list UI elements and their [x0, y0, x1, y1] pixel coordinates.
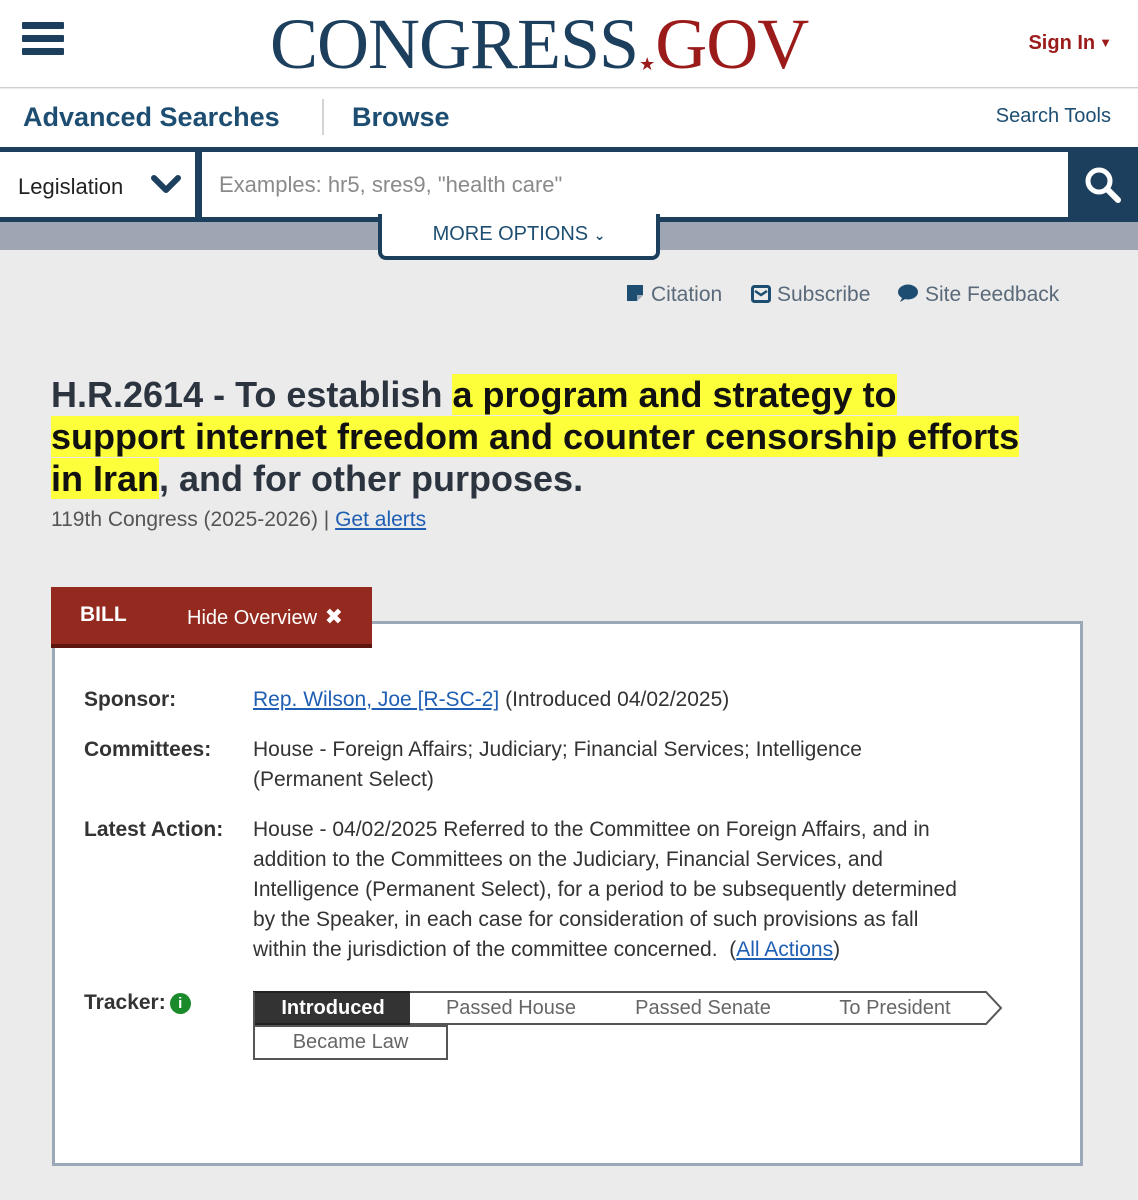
- chevron-down-icon: ⌄: [593, 227, 606, 243]
- close-paren: ): [833, 938, 841, 961]
- committees-label: Committees:: [84, 738, 212, 761]
- congress-session: [51, 508, 426, 532]
- sponsor-introduced-date: (Introduced 04/02/2025): [499, 688, 730, 711]
- latest-action-line: by the Speaker, in each case for consideration of such provisions as fall: [253, 908, 919, 931]
- bill-title-prefix: H.R.2614 - To establish: [51, 374, 453, 415]
- hide-overview-button[interactable]: [187, 604, 343, 630]
- tracker-step-passed-senate: Passed Senate: [635, 997, 771, 1019]
- search-scope-label: Legislation: [18, 174, 124, 199]
- close-icon: ✖: [324, 604, 344, 629]
- citation-label: Citation: [651, 283, 723, 306]
- nav-search-tools[interactable]: Search Tools: [995, 105, 1111, 127]
- chevron-down-icon: [150, 170, 182, 198]
- tracker-step-passed-house: Passed House: [445, 997, 577, 1019]
- sponsor-label: Sponsor:: [84, 688, 177, 711]
- sign-in-button[interactable]: [1028, 32, 1112, 55]
- tracker-step-to-president: To President: [839, 997, 951, 1019]
- menu-icon[interactable]: [22, 22, 64, 60]
- citation-icon: [625, 283, 645, 303]
- nav-advanced-searches[interactable]: Advanced Searches: [23, 102, 280, 132]
- nav-divider: [322, 99, 324, 135]
- logo-congress-text: CONGRESS: [270, 4, 639, 84]
- logo-star-icon: ★: [639, 54, 655, 74]
- latest-action-label: Latest Action:: [84, 818, 224, 841]
- bill-title-highlight-2: support internet freedom and counter censorship efforts: [51, 416, 1020, 457]
- sponsor-link[interactable]: Rep. Wilson, Joe [R-SC-2]: [253, 688, 500, 711]
- envelope-icon: [751, 285, 771, 303]
- bill-title-highlight-3: in Iran: [51, 458, 160, 499]
- all-actions-link[interactable]: All Actions: [736, 938, 834, 961]
- main-nav: [0, 89, 1138, 147]
- site-feedback-link[interactable]: [897, 283, 1059, 307]
- search-input[interactable]: [202, 152, 1068, 217]
- more-options-label: MORE OPTIONS: [432, 223, 589, 245]
- logo-gov-text: GOV: [655, 4, 809, 84]
- get-alerts-link[interactable]: Get alerts: [335, 508, 427, 531]
- bill-tracker: [253, 991, 1013, 1061]
- caret-down-icon: ▼: [1099, 35, 1112, 50]
- tracker-label: Tracker:: [84, 991, 166, 1014]
- info-icon[interactable]: i: [170, 993, 191, 1014]
- tracker-step-introduced: Introduced: [281, 997, 385, 1019]
- latest-action-value: [253, 815, 1033, 965]
- nav-browse[interactable]: Browse: [352, 102, 450, 132]
- bill-title-suffix: , and for other purposes.: [159, 458, 584, 499]
- bill-title: [51, 374, 1091, 500]
- site-logo[interactable]: [270, 6, 808, 102]
- subscribe-link[interactable]: [751, 283, 870, 307]
- latest-action-line: addition to the Committees on the Judiciary, Financial Services, and: [253, 848, 883, 871]
- latest-action-line: within the jurisdiction of the committee concerned. (: [253, 938, 737, 961]
- search-bar: [0, 147, 1138, 222]
- sponsor-value: [253, 685, 1033, 715]
- congress-session-label: 119th Congress (2025-2026) |: [51, 508, 336, 531]
- search-icon: [1082, 165, 1124, 205]
- site-header: [0, 0, 1138, 88]
- site-feedback-label: Site Feedback: [925, 283, 1060, 306]
- committees-line: (Permanent Select): [253, 768, 434, 791]
- search-button[interactable]: [1068, 147, 1138, 222]
- tab-bill[interactable]: BILL: [80, 603, 127, 626]
- committees-line: House - Foreign Affairs; Judiciary; Financial Services; Intelligence: [253, 738, 862, 761]
- latest-action-line: Intelligence (Permanent Select), for a period to be subsequently determined: [253, 878, 957, 901]
- hide-overview-label: Hide Overview: [187, 607, 318, 629]
- sign-in-label: Sign In: [1028, 32, 1096, 54]
- tracker-step-became-law: Became Law: [253, 1025, 448, 1060]
- committees-value: [253, 735, 1033, 795]
- bill-title-highlight-1: a program and strategy to: [452, 374, 897, 415]
- overview-tab-bar: [51, 587, 372, 648]
- more-options-button[interactable]: [378, 214, 660, 260]
- latest-action-line: House - 04/02/2025 Referred to the Committee on Foreign Affairs, and in: [253, 818, 930, 841]
- tracker-label-row: [84, 991, 191, 1015]
- speech-bubble-icon: [897, 283, 919, 303]
- search-scope-select[interactable]: [0, 152, 195, 217]
- subscribe-label: Subscribe: [777, 283, 871, 306]
- citation-link[interactable]: [625, 283, 722, 307]
